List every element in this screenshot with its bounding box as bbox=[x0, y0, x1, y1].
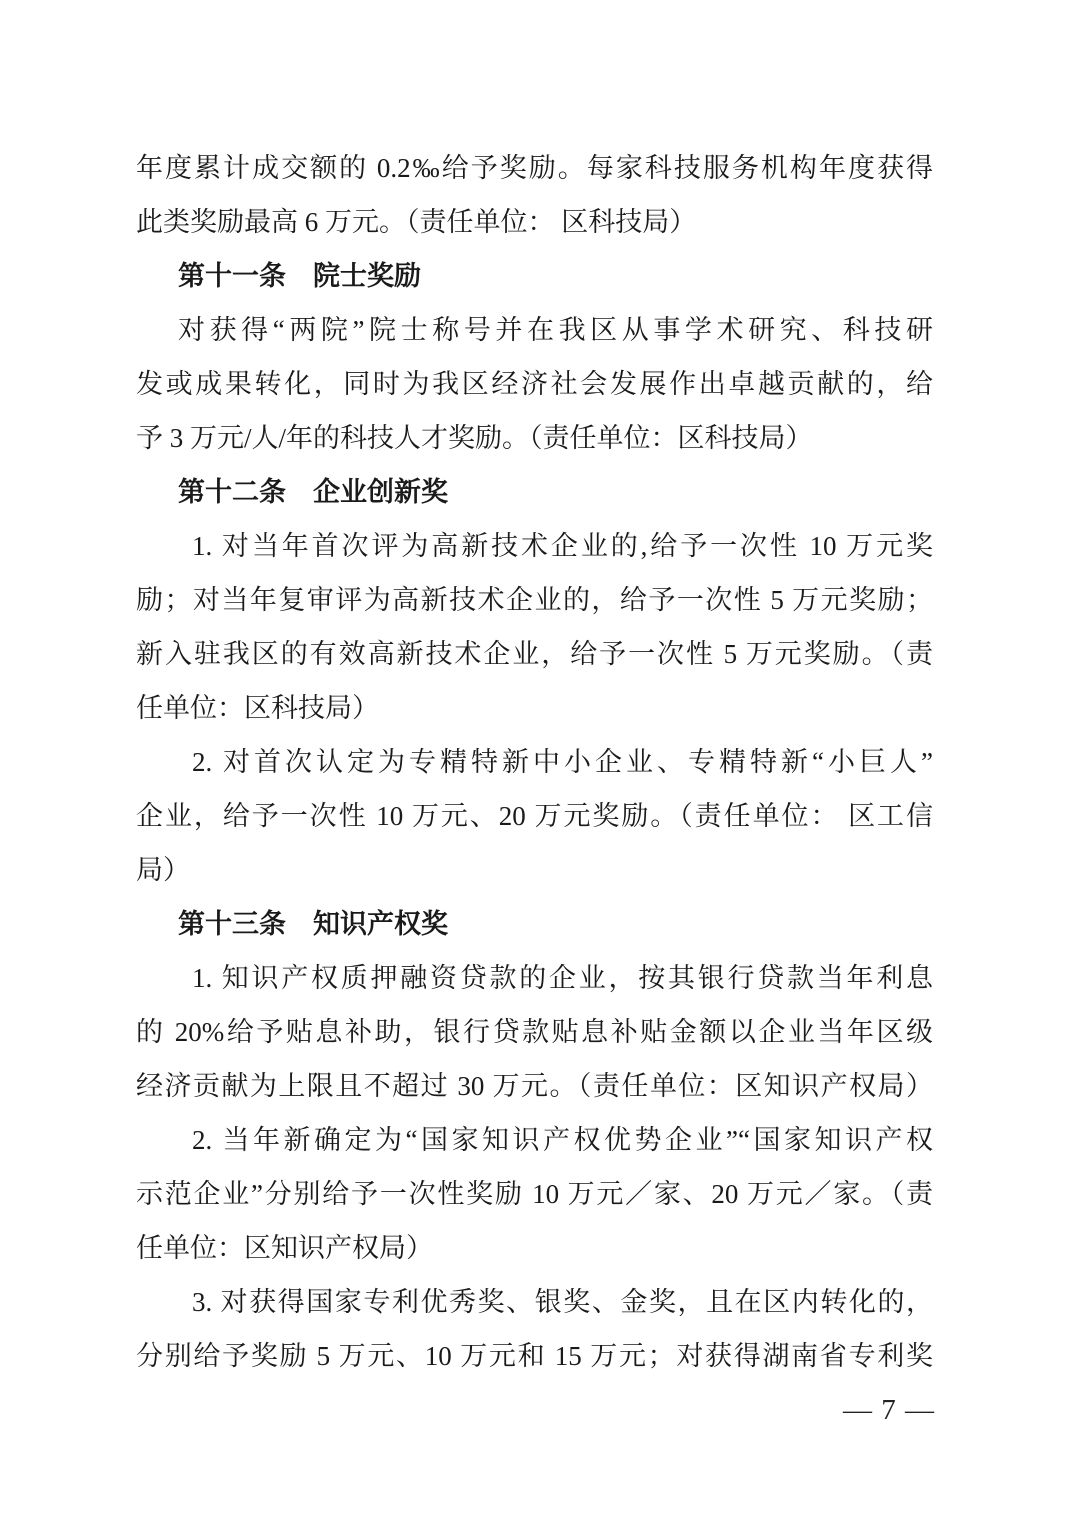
text-line: 2. 对首次认定为专精特新中小企业、专精特新“小巨人” bbox=[192, 747, 933, 777]
text-line: 任单位：区科技局） bbox=[136, 693, 379, 723]
text-line: 3. 对获得国家专利优秀奖、银奖、金奖，且在区内转化的， bbox=[192, 1287, 933, 1317]
text-line: 新入驻我区的有效高新技术企业，给予一次性 5 万元奖励。（责 bbox=[136, 639, 933, 669]
text-line: 2. 当年新确定为“国家知识产权优势企业”“国家知识产权 bbox=[192, 1125, 933, 1155]
text-line: 局） bbox=[136, 855, 190, 885]
text-line: 企业，给予一次性 10 万元、20 万元奖励。（责任单位： 区工信 bbox=[136, 801, 933, 831]
text-line: 1. 知识产权质押融资贷款的企业，按其银行贷款当年利息 bbox=[192, 963, 933, 993]
text-line: 经济贡献为上限且不超过 30 万元。（责任单位：区知识产权局） bbox=[136, 1071, 933, 1101]
text-line: 此类奖励最高 6 万元。（责任单位： 区科技局） bbox=[136, 207, 697, 237]
article-heading: 第十三条 知识产权奖 bbox=[178, 909, 448, 939]
text-line: 示范企业”分别给予一次性奖励 10 万元／家、20 万元／家。（责 bbox=[136, 1179, 933, 1209]
text-line: 的 20%给予贴息补助，银行贷款贴息补贴金额以企业当年区级 bbox=[136, 1017, 933, 1047]
text-line: 分别给予奖励 5 万元、10 万元和 15 万元；对获得湖南省专利奖 bbox=[136, 1341, 933, 1371]
text-line: 励；对当年复审评为高新技术企业的，给予一次性 5 万元奖励； bbox=[136, 585, 933, 615]
text-line: 任单位：区知识产权局） bbox=[136, 1233, 433, 1263]
article-heading: 第十一条 院士奖励 bbox=[178, 261, 421, 291]
text-line: 年度累计成交额的 0.2‰给予奖励。每家科技服务机构年度获得 bbox=[136, 153, 933, 183]
text-line: 发或成果转化，同时为我区经济社会发展作出卓越贡献的，给 bbox=[136, 369, 933, 399]
text-line: 予 3 万元/人/年的科技人才奖励。（责任单位：区科技局） bbox=[136, 423, 813, 453]
page-number: — 7 — bbox=[843, 1394, 935, 1426]
text-line: 1. 对当年首次评为高新技术企业的,给予一次性 10 万元奖 bbox=[192, 531, 933, 561]
article-heading: 第十二条 企业创新奖 bbox=[178, 477, 448, 507]
document-body bbox=[136, 141, 933, 1383]
text-line: 对获得“两院”院士称号并在我区从事学术研究、科技研 bbox=[178, 315, 933, 345]
